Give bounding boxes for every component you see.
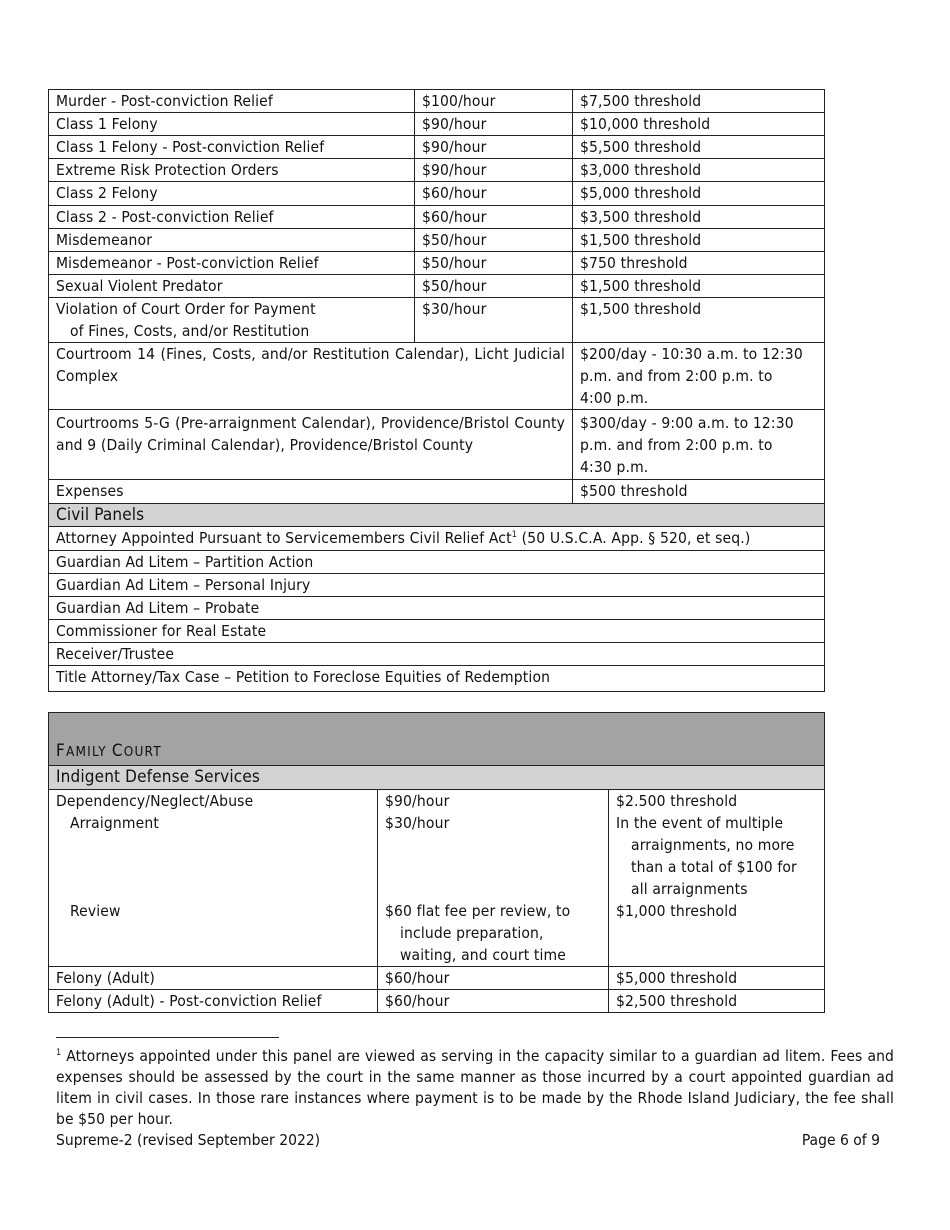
table-row (49, 620, 825, 643)
table-row (49, 480, 825, 504)
case-type: Violation of Court Order for Payment (56, 300, 316, 318)
rate: $60/hour (378, 967, 609, 990)
civil-panels-heading: Civil Panels (49, 504, 825, 527)
table-row (49, 298, 825, 343)
rate: $50/hour (415, 229, 573, 252)
table-row (49, 275, 825, 298)
table-row (49, 410, 825, 480)
courtroom-5g-rate: $300/day - 9:00 a.m. to 12:30 (580, 414, 794, 432)
footnote (56, 1046, 894, 1130)
civil-panel-item: Title Attorney/Tax Case – Petition to Foreclose Equities of Redemption (49, 666, 825, 692)
case-type: Felony (Adult) - Post-conviction Relief (49, 990, 378, 1013)
rate: $60/hour (415, 182, 573, 206)
courtroom-5g-rate-cont: p.m. and from 2:00 p.m. to (580, 436, 773, 454)
limit: $1,500 threshold (573, 298, 825, 343)
table-row (49, 574, 825, 597)
rate: $60/hour (415, 206, 573, 229)
case-type: Felony (Adult) (49, 967, 378, 990)
review-limit: $1,000 threshold (616, 902, 738, 920)
review-label: Review (70, 902, 121, 920)
rate: $60/hour (378, 990, 609, 1013)
rate: $50/hour (415, 275, 573, 298)
case-type-continued: of Fines, Costs, and/or Restitution (70, 322, 310, 340)
table-row (49, 343, 825, 410)
scra-citation: (50 U.S.C.A. App. § 520, et seq.) (517, 529, 751, 547)
case-type: Class 2 - Post-conviction Relief (49, 206, 415, 229)
footnote-reference: 1 (511, 530, 518, 540)
limit: $7,500 threshold (573, 90, 825, 113)
civil-panel-item: Commissioner for Real Estate (49, 620, 825, 643)
case-type: Class 1 Felony (49, 113, 415, 136)
limit: $2,500 threshold (609, 990, 825, 1013)
courtroom-14-description: Courtroom 14 (Fines, Costs, and/or Restitution Calendar), Licht Judicial Complex (49, 343, 573, 410)
rate: $90/hour (415, 136, 573, 159)
limit: $2.500 threshold (616, 792, 738, 810)
review-rate: $60 flat fee per review, to (385, 902, 571, 920)
table-row (49, 136, 825, 159)
table-row (49, 713, 825, 766)
expenses-label: Expenses (49, 480, 573, 504)
rate: $90/hour (415, 159, 573, 182)
case-type: Dependency/Neglect/Abuse (56, 792, 254, 810)
case-type: Extreme Risk Protection Orders (49, 159, 415, 182)
case-type: Misdemeanor - Post-conviction Relief (49, 252, 415, 275)
indigent-defense-heading: Indigent Defense Services (49, 766, 825, 790)
table-row (49, 182, 825, 206)
courtroom-14-rate: $200/day - 10:30 a.m. to 12:30 (580, 345, 803, 363)
limit: $1,500 threshold (573, 275, 825, 298)
rate: $90/hour (415, 113, 573, 136)
courtroom-14-rate-cont: p.m. and from 2:00 p.m. to (580, 367, 773, 385)
table-row (49, 597, 825, 620)
courtroom-5g-description: Courtrooms 5-G (Pre-arraignment Calendar), Providence/Bristol County and 9 (Daily Criminal Calendar), Providence/Bristol County (49, 410, 573, 480)
civil-panel-item: Guardian Ad Litem – Personal Injury (49, 574, 825, 597)
arraignment-limit-cont: arraignments, no more (631, 836, 795, 854)
footnote-separator (56, 1037, 279, 1038)
arraignment-limit-cont: all arraignments (631, 880, 748, 898)
courtroom-5g-rate-cont: 4:30 p.m. (580, 458, 649, 476)
table-row (49, 666, 825, 692)
arraignment-rate: $30/hour (385, 814, 450, 832)
family-court-heading: FAMILY COURT (49, 713, 825, 766)
case-type: Sexual Violent Predator (49, 275, 415, 298)
limit: $10,000 threshold (573, 113, 825, 136)
limit: $3,000 threshold (573, 159, 825, 182)
criminal-fee-table (48, 89, 825, 692)
expenses-limit: $500 threshold (573, 480, 825, 504)
rate: $50/hour (415, 252, 573, 275)
table-row (49, 527, 825, 551)
table-row (49, 790, 825, 967)
table-row (49, 229, 825, 252)
table-row (49, 159, 825, 182)
limit: $1,500 threshold (573, 229, 825, 252)
case-type: Misdemeanor (49, 229, 415, 252)
limit: $5,500 threshold (573, 136, 825, 159)
form-identifier: Supreme-2 (revised September 2022) (56, 1131, 321, 1149)
table-row (49, 766, 825, 790)
limit: $5,000 threshold (609, 967, 825, 990)
rate: $90/hour (385, 792, 450, 810)
limit: $5,000 threshold (573, 182, 825, 206)
footnote-text: Attorneys appointed under this panel are viewed as serving in the capacity similar to a guardian ad litem. Fees and expenses should be assessed by the court in the same manner as those incurred by a court appointed guardian ad litem in civil cases. In those rare instances where payment is to be made by the Rhode Island Judiciary, the fee shall be $50 per hour. (56, 1047, 894, 1128)
footnote-marker: 1 (56, 1048, 62, 1058)
limit: $750 threshold (573, 252, 825, 275)
case-type: Class 2 Felony (49, 182, 415, 206)
table-row (49, 113, 825, 136)
table-row (49, 504, 825, 527)
arraignment-limit-cont: than a total of $100 for (631, 858, 797, 876)
arraignment-limit: In the event of multiple (616, 814, 784, 832)
review-rate-cont: waiting, and court time (400, 946, 566, 964)
civil-panel-item: Guardian Ad Litem – Partition Action (49, 551, 825, 574)
civil-panel-item: Guardian Ad Litem – Probate (49, 597, 825, 620)
table-row (49, 90, 825, 113)
scra-panel-label: Attorney Appointed Pursuant to Servicemembers Civil Relief Act (56, 529, 512, 547)
table-row (49, 551, 825, 574)
courtroom-14-rate-cont: 4:00 p.m. (580, 389, 649, 407)
table-row (49, 206, 825, 229)
table-row (49, 967, 825, 990)
review-rate-cont: include preparation, (400, 924, 544, 942)
case-type: Class 1 Felony - Post-conviction Relief (49, 136, 415, 159)
rate: $100/hour (415, 90, 573, 113)
table-row (49, 252, 825, 275)
scra-panel-row (49, 527, 825, 551)
case-type: Murder - Post-conviction Relief (49, 90, 415, 113)
civil-panel-item: Receiver/Trustee (49, 643, 825, 666)
limit: $3,500 threshold (573, 206, 825, 229)
page-number: Page 6 of 9 (801, 1131, 880, 1149)
family-court-table (48, 712, 825, 1013)
rate: $30/hour (415, 298, 573, 343)
arraignment-label: Arraignment (70, 814, 159, 832)
table-row (49, 643, 825, 666)
table-row (49, 990, 825, 1013)
